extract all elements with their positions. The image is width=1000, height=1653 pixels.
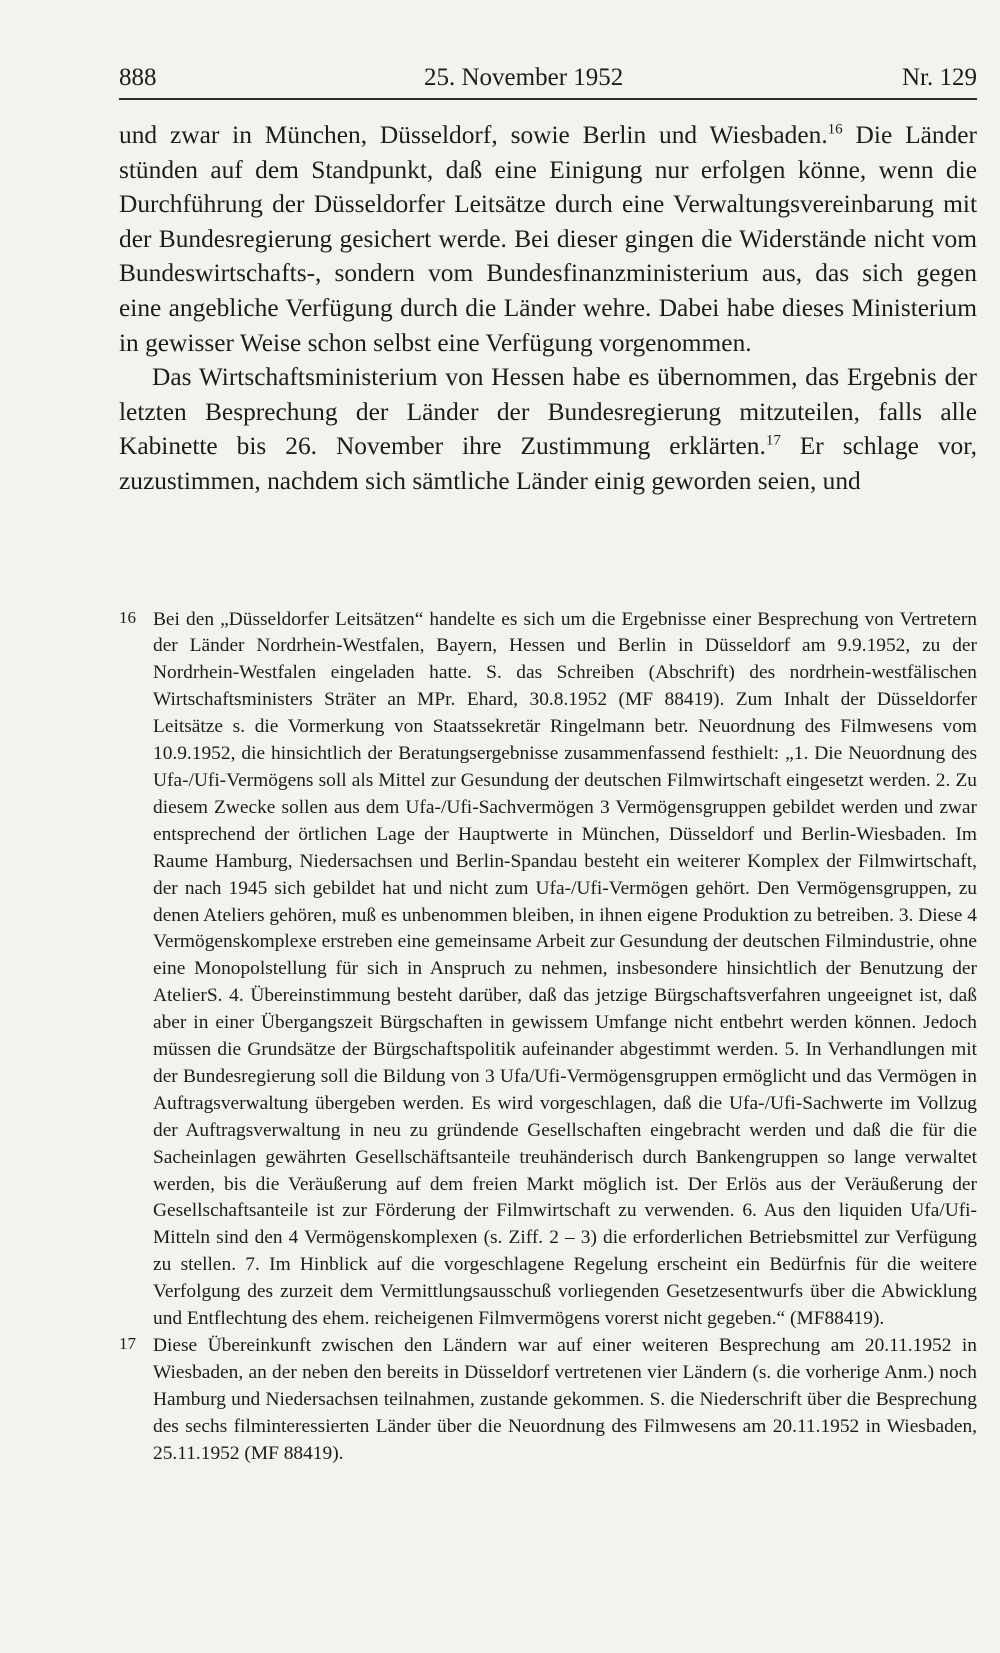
running-head [119,58,977,100]
footnote-17 [119,1333,977,1468]
issue-number: Nr. 129 [902,64,977,91]
footnotes [119,607,977,1468]
paragraph-text: Das Wirtschaftsministerium von Hessen habe es übernommen, das Ergebnis der letzten Besprechung der Länder der Bundesregierung mitzuteilen, falls alle Kabinette bis 26. November ihre Zustimmung erklärten. [119,363,977,461]
paragraph-text: und zwar in München, Düsseldorf, sowie Berlin und Wiesbaden. [119,121,828,149]
header-date: 25. November 1952 [424,64,624,91]
body-paragraph-1 [119,118,977,360]
footnote-number: 17 [119,1334,136,1353]
main-text [119,118,977,499]
page-number: 888 [119,64,157,91]
footnote-reference-17[interactable]: 17 [765,432,781,449]
paragraph-text: Die Länder stünden auf dem Standpunkt, daß eine Einigung nur erfolgen könne, wenn die Durchführung der Düsseldorfer Leitsätze durch eine Verwaltungsvereinbarung mit der Bundesregierung gesichert werde. Bei dieser gingen die Widerstände nicht vom Bundeswirtschafts-, sondern vom Bundesfinanzministerium aus, das sich gegen eine angebliche Verfügung durch die Länder wehre. Dabei habe dieses Ministerium in gewisser Weise schon selbst eine Verfügung vorgenommen. [119,121,977,357]
footnote-text: Diese Übereinkunft zwischen den Ländern war auf einer weiteren Besprechung am 20.11.1952 in Wiesbaden, an der neben den bereits in Düsseldorf vertretenen vier Ländern (s. die vorherige Anm.) noch Hamburg und Niedersachsen teilnahmen, zustande gekommen. S. die Niederschrift über die Besprechung des sechs filminteressierten Länder über die Neuordnung des Filmwesens am 20.11.1952 in Wiesbaden, 25.11.1952 (MF 88419). [153,1335,977,1464]
paragraph-text: Er schlage vor, zuzustimmen, nachdem sich sämtliche Länder einig geworden seien, und [119,432,977,495]
footnote-reference-16[interactable]: 16 [827,121,843,138]
book-page [119,58,977,1468]
footnote-number: 16 [119,607,136,627]
footnote-text: Bei den „Düsseldorfer Leitsätzen“ handelte es sich um die Ergebnisse einer Besprechung von Vertretern der Länder Nordrhein-Westfalen, Bayern, Hessen und Berlin in Düsseldorf am 9.9.1952, zu der Nordrhein-Westfalen eingeladen hatte. S. das Schreiben (Abschrift) des nordrhein-westfälischen Wirtschaftsministers Sträter an MPr. Ehard, 30.8.1952 (MF 88419). Zum Inhalt der Düsseldorfer Leitsätze s. die Vormerkung von Staatssekretär Ringelmann betr. Neuordnung des Filmwesens vom 10.9.1952, die hinsichtlich der Beratungsergebnisse zusammenfassend festhielt: „1. Die Neuordnung des Ufa-/Ufi-Vermögens soll als Mittel zur Gesundung der deutschen Filmwirtschaft eingesetzt werden. 2. Zu diesem Zwecke sollen aus dem Ufa-/Ufi-Sachvermögen 3 Vermögensgruppen gebildet werden und zwar entsprechend der örtlichen Lage der Hauptwerte in München, Düsseldorf und Berlin-Wiesbaden. Im Raume Hamburg, Niedersachsen und Berlin-Spandau besteht ein weiterer Komplex der Filmwirtschaft, der nach 1945 sich gebildet hat und nicht zum Ufa-/Ufi-Vermögen gehört. Den Vermögensgruppen, zu denen Ateliers gehören, muß es unbenommen bleiben, in ihnen eigene Produktion zu betreiben. 3. Diese 4 Vermögenskomplexe erstreben eine gemeinsame Arbeit zur Gesundung der deutschen Filmindustrie, ohne eine Monopolstellung für sich in Anspruch zu nehmen, insbesondere hinsichtlich der Benutzung der AtelierS. 4. Übereinstimmung besteht darüber, daß das jetzige Bürgschaftsverfahren ungeeignet ist, daß aber in einer Übergangszeit Bürgschaften in gewissem Umfange nicht entbehrt werden können. Jedoch müssen die Grundsätze der Bürgschaftspolitik aufeinander abgestimmt werden. 5. In Verhandlungen mit der Bundesregierung soll die Bildung von 3 Ufa/Ufi-Vermögensgruppen ermöglicht und das Vermögen in Auftragsverwaltung übergeben werden. Es wird vorgeschlagen, daß die Ufa-/Ufi-Sachwerte im Vollzug der Auftragsverwaltung in neu zu gründende Gesellschaften eingebracht werden und daß die für die Sacheinlagen gewährten Gesellschäftsanteile treuhänderisch durch Bankengruppen so lange verwaltet werden, bis die Veräußerung auf dem freien Markt möglich ist. Der Erlös aus der Veräußerung der Gesellschaftsanteile ist zur Förderung der Filmwirtschaft zu verwenden. 6. Aus den liquiden Ufa/Ufi-Mitteln sind den 4 Vermögenskomplexen (s. Ziff. 2 – 3) die erforderlichen Betriebsmittel zur Verfügung zu stellen. 7. Im Hinblick auf die vorgeschlagene Regelung erscheint ein Bedürfnis für die weitere Verfolgung des zurzeit dem Vermittlungsausschuß vorliegenden Gesetzesentwurfs über die Abwicklung und Entflechtung des ehem. reicheigenen Filmvermögens vorerst nicht gegeben.“ (MF88419). [153,608,977,1330]
body-paragraph-2 [119,360,977,498]
footnote-16 [119,607,977,1333]
